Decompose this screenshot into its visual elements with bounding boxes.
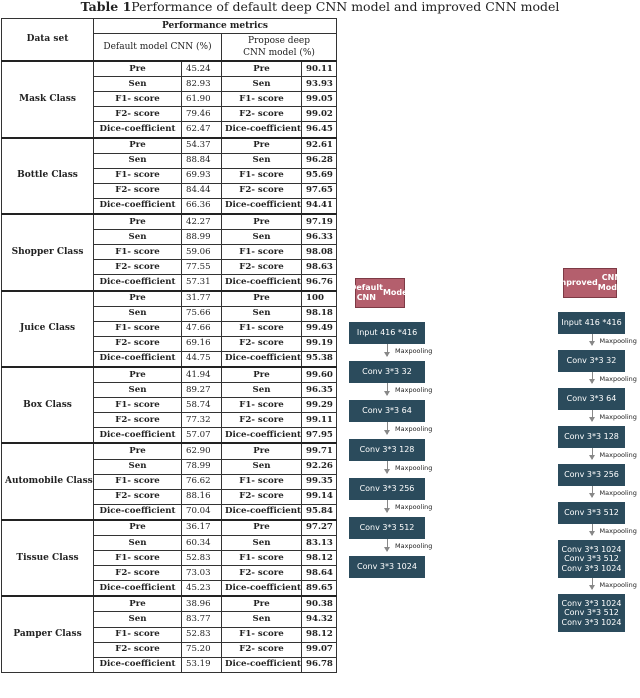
layer-label: Conv 3*3 512 <box>564 554 619 564</box>
default-metric-cell: F1- score <box>94 474 182 489</box>
default-value-cell: 89.27 <box>182 383 222 398</box>
default-metric-cell: Sen <box>94 612 182 627</box>
default-value-cell: 59.06 <box>182 245 222 260</box>
layer-label: Conv 3*3 512 <box>564 608 619 618</box>
default-value-cell: 70.04 <box>182 504 222 520</box>
proposed-value-cell: 99.05 <box>302 92 337 107</box>
proposed-value-cell: 97.95 <box>302 428 337 444</box>
proposed-metric-cell: F2- score <box>222 413 302 428</box>
conv-layer-box <box>558 502 625 524</box>
proposed-metric-cell: Sen <box>222 536 302 551</box>
default-value-cell: 73.03 <box>182 566 222 581</box>
default-value-cell: 76.62 <box>182 474 222 489</box>
default-value-cell: 62.47 <box>182 122 222 138</box>
proposed-value-cell: 99.71 <box>302 443 337 459</box>
input-layer-box <box>558 312 625 334</box>
layer-label: Conv 3*3 256 <box>359 484 415 494</box>
layer-label: Conv 3*3 1024 <box>561 617 622 627</box>
layer-label: Input 416 *416 <box>561 318 622 328</box>
header-proposed-line1: Propose deep <box>248 36 310 47</box>
default-metric-cell: F1- score <box>94 551 182 566</box>
table-row <box>2 596 337 612</box>
proposed-value-cell: 99.11 <box>302 413 337 428</box>
proposed-value-cell: 98.64 <box>302 566 337 581</box>
table-number: Table 1 <box>80 0 132 14</box>
proposed-value-cell: 98.63 <box>302 260 337 275</box>
default-metric-cell: F2- score <box>94 107 182 122</box>
layer-label: Input 416 *416 <box>356 328 418 338</box>
maxpooling-label: Maxpooling <box>599 489 637 497</box>
table-caption <box>0 0 640 14</box>
default-value-cell: 41.94 <box>182 367 222 383</box>
flow-arrow <box>387 461 388 473</box>
default-value-cell: 82.93 <box>182 77 222 92</box>
layer-label: Conv 3*3 1024 <box>561 544 622 554</box>
proposed-metric-cell: F1- score <box>222 474 302 489</box>
default-value-cell: 88.99 <box>182 230 222 245</box>
diagram-title-line1: Improved <box>554 278 598 287</box>
default-value-cell: 57.07 <box>182 428 222 444</box>
proposed-metric-cell: Dice-coefficient <box>222 581 302 597</box>
default-value-cell: 79.46 <box>182 107 222 122</box>
proposed-metric-cell: F1- score <box>222 551 302 566</box>
proposed-value-cell: 89.65 <box>302 581 337 597</box>
proposed-metric-cell: F2- score <box>222 336 302 351</box>
layer-label: Conv 3*3 1024 <box>561 598 622 608</box>
proposed-value-cell: 95.84 <box>302 504 337 520</box>
proposed-metric-cell: Pre <box>222 443 302 459</box>
layer-label: Conv 3*3 128 <box>359 445 415 455</box>
default-value-cell: 62.90 <box>182 443 222 459</box>
flow-arrow <box>387 422 388 434</box>
table-row <box>2 291 337 307</box>
proposed-value-cell: 99.14 <box>302 489 337 504</box>
layer-label: Conv 3*3 32 <box>566 356 617 366</box>
default-cnn-diagram <box>345 278 445 698</box>
default-metric-cell: Pre <box>94 520 182 536</box>
proposed-metric-cell: Pre <box>222 61 302 77</box>
proposed-value-cell: 99.19 <box>302 336 337 351</box>
proposed-value-cell: 95.69 <box>302 168 337 183</box>
class-name-cell: Pamper Class <box>2 596 94 672</box>
default-value-cell: 83.77 <box>182 612 222 627</box>
diagram-title-box <box>349 278 411 308</box>
default-value-cell: 52.83 <box>182 627 222 642</box>
table-row <box>2 367 337 383</box>
class-name-cell: Shopper Class <box>2 214 94 290</box>
conv-layer-box <box>558 426 625 448</box>
proposed-value-cell: 99.29 <box>302 398 337 413</box>
class-name-cell: Box Class <box>2 367 94 443</box>
table-row <box>2 520 337 536</box>
layer-label: Conv 3*3 64 <box>362 406 412 416</box>
maxpooling-label: Maxpooling <box>395 347 433 355</box>
proposed-metric-cell: Dice-coefficient <box>222 351 302 367</box>
maxpooling-label: Maxpooling <box>599 337 637 345</box>
proposed-metric-cell: Dice-coefficient <box>222 198 302 214</box>
proposed-metric-cell: Pre <box>222 596 302 612</box>
proposed-value-cell: 97.19 <box>302 214 337 230</box>
maxpooling-label: Maxpooling <box>395 425 433 433</box>
default-metric-cell: F1- score <box>94 627 182 642</box>
default-value-cell: 31.77 <box>182 291 222 307</box>
header-proposed-line2: CNN model (%) <box>243 48 315 59</box>
table-row <box>2 61 337 77</box>
proposed-value-cell: 95.38 <box>302 351 337 367</box>
default-metric-cell: Dice-coefficient <box>94 581 182 597</box>
proposed-value-cell: 94.41 <box>302 198 337 214</box>
proposed-value-cell: 98.12 <box>302 627 337 642</box>
proposed-value-cell: 98.18 <box>302 306 337 321</box>
default-metric-cell: Sen <box>94 77 182 92</box>
proposed-metric-cell: Dice-coefficient <box>222 657 302 672</box>
flow-arrow <box>592 334 593 345</box>
maxpooling-label: Maxpooling <box>395 464 433 472</box>
proposed-value-cell: 96.28 <box>302 153 337 168</box>
conv-layer-box <box>349 361 425 383</box>
default-metric-cell: F2- score <box>94 642 182 657</box>
default-value-cell: 45.23 <box>182 581 222 597</box>
maxpooling-label: Maxpooling <box>599 581 637 589</box>
default-metric-cell: F1- score <box>94 245 182 260</box>
proposed-metric-cell: F1- score <box>222 321 302 336</box>
proposed-value-cell: 96.33 <box>302 230 337 245</box>
proposed-metric-cell: F1- score <box>222 168 302 183</box>
proposed-metric-cell: F2- score <box>222 566 302 581</box>
default-value-cell: 75.66 <box>182 306 222 321</box>
default-value-cell: 53.19 <box>182 657 222 672</box>
class-name-cell: Bottle Class <box>2 138 94 214</box>
conv-layer-box <box>349 439 425 461</box>
proposed-value-cell: 93.93 <box>302 77 337 92</box>
default-metric-cell: Dice-coefficient <box>94 198 182 214</box>
flow-arrow <box>592 578 593 589</box>
proposed-metric-cell: Dice-coefficient <box>222 122 302 138</box>
conv-layer-box <box>558 540 625 578</box>
flow-arrow <box>592 524 593 535</box>
default-value-cell: 60.34 <box>182 536 222 551</box>
default-metric-cell: F2- score <box>94 413 182 428</box>
proposed-metric-cell: Sen <box>222 77 302 92</box>
conv-layer-box <box>349 478 425 500</box>
default-metric-cell: Dice-coefficient <box>94 657 182 672</box>
flow-arrow <box>387 383 388 395</box>
conv-layer-box <box>558 388 625 410</box>
default-metric-cell: Sen <box>94 230 182 245</box>
flow-arrow <box>387 344 388 356</box>
flow-arrow <box>387 500 388 512</box>
maxpooling-label: Maxpooling <box>599 527 637 535</box>
conv-layer-box <box>349 517 425 539</box>
proposed-value-cell: 96.45 <box>302 122 337 138</box>
maxpooling-label: Maxpooling <box>395 503 433 511</box>
default-value-cell: 66.36 <box>182 198 222 214</box>
class-name-cell: Tissue Class <box>2 520 94 596</box>
proposed-value-cell: 96.35 <box>302 383 337 398</box>
proposed-value-cell: 99.35 <box>302 474 337 489</box>
layer-label: Conv 3*3 1024 <box>561 563 622 573</box>
default-value-cell: 88.16 <box>182 489 222 504</box>
default-value-cell: 57.31 <box>182 275 222 291</box>
default-metric-cell: Pre <box>94 367 182 383</box>
proposed-value-cell: 94.32 <box>302 612 337 627</box>
diagram-title-line2: CNN Model <box>597 273 626 292</box>
diagram-title-line2: Model <box>382 288 411 297</box>
default-value-cell: 77.55 <box>182 260 222 275</box>
proposed-value-cell: 90.11 <box>302 61 337 77</box>
default-metric-cell: Pre <box>94 291 182 307</box>
maxpooling-label: Maxpooling <box>599 413 637 421</box>
proposed-metric-cell: Dice-coefficient <box>222 504 302 520</box>
class-name-cell: Mask Class <box>2 61 94 137</box>
table-row <box>2 214 337 230</box>
conv-layer-box <box>558 594 625 632</box>
default-metric-cell: F2- score <box>94 489 182 504</box>
maxpooling-label: Maxpooling <box>599 451 637 459</box>
default-metric-cell: Sen <box>94 153 182 168</box>
default-metric-cell: Dice-coefficient <box>94 504 182 520</box>
layer-label: Conv 3*3 128 <box>564 432 619 442</box>
default-value-cell: 69.93 <box>182 168 222 183</box>
default-metric-cell: Dice-coefficient <box>94 275 182 291</box>
proposed-metric-cell: F2- score <box>222 489 302 504</box>
default-value-cell: 54.37 <box>182 138 222 154</box>
layer-label: Conv 3*3 512 <box>564 508 619 518</box>
proposed-value-cell: 99.49 <box>302 321 337 336</box>
proposed-value-cell: 92.61 <box>302 138 337 154</box>
proposed-metric-cell: F2- score <box>222 107 302 122</box>
proposed-metric-cell: Dice-coefficient <box>222 428 302 444</box>
default-value-cell: 75.20 <box>182 642 222 657</box>
header-dataset: Data set <box>2 19 94 62</box>
default-value-cell: 52.83 <box>182 551 222 566</box>
default-metric-cell: Dice-coefficient <box>94 122 182 138</box>
default-value-cell: 44.75 <box>182 351 222 367</box>
proposed-value-cell: 99.02 <box>302 107 337 122</box>
proposed-value-cell: 98.08 <box>302 245 337 260</box>
default-metric-cell: Dice-coefficient <box>94 428 182 444</box>
layer-label: Conv 3*3 64 <box>566 394 617 404</box>
proposed-metric-cell: Pre <box>222 214 302 230</box>
proposed-metric-cell: F2- score <box>222 642 302 657</box>
proposed-value-cell: 96.76 <box>302 275 337 291</box>
proposed-metric-cell: Sen <box>222 153 302 168</box>
default-metric-cell: Pre <box>94 596 182 612</box>
default-value-cell: 38.96 <box>182 596 222 612</box>
diagram-title-box <box>554 268 626 298</box>
proposed-metric-cell: Sen <box>222 383 302 398</box>
default-value-cell: 47.66 <box>182 321 222 336</box>
proposed-metric-cell: Dice-coefficient <box>222 275 302 291</box>
proposed-metric-cell: F1- score <box>222 627 302 642</box>
layer-label: Conv 3*3 32 <box>362 367 412 377</box>
layer-label: Conv 3*3 1024 <box>357 562 417 572</box>
default-metric-cell: Sen <box>94 459 182 474</box>
conv-layer-box <box>349 556 425 578</box>
conv-layer-box <box>349 400 425 422</box>
default-metric-cell: F1- score <box>94 321 182 336</box>
default-value-cell: 77.32 <box>182 413 222 428</box>
default-metric-cell: F1- score <box>94 92 182 107</box>
default-metric-cell: F1- score <box>94 398 182 413</box>
flow-arrow <box>592 372 593 383</box>
proposed-metric-cell: F1- score <box>222 398 302 413</box>
proposed-metric-cell: Sen <box>222 459 302 474</box>
proposed-metric-cell: F1- score <box>222 92 302 107</box>
default-metric-cell: Sen <box>94 383 182 398</box>
default-value-cell: 69.16 <box>182 336 222 351</box>
header-metrics: Performance metrics <box>94 19 337 34</box>
class-name-cell: Juice Class <box>2 291 94 367</box>
flow-arrow <box>592 448 593 459</box>
performance-table <box>1 18 337 673</box>
default-value-cell: 88.84 <box>182 153 222 168</box>
proposed-value-cell: 92.26 <box>302 459 337 474</box>
header-proposed-model <box>222 34 337 62</box>
class-name-cell: Automobile Class <box>2 443 94 519</box>
proposed-value-cell: 96.78 <box>302 657 337 672</box>
proposed-value-cell: 97.27 <box>302 520 337 536</box>
default-metric-cell: Pre <box>94 443 182 459</box>
proposed-metric-cell: F1- score <box>222 245 302 260</box>
caption-text: Performance of default deep CNN model and improved CNN model <box>131 0 560 14</box>
default-metric-cell: F2- score <box>94 336 182 351</box>
default-metric-cell: F2- score <box>94 183 182 198</box>
default-metric-cell: F2- score <box>94 260 182 275</box>
default-value-cell: 42.27 <box>182 214 222 230</box>
default-value-cell: 36.17 <box>182 520 222 536</box>
conv-layer-box <box>558 350 625 372</box>
header-default-model: Default model CNN (%) <box>94 34 222 62</box>
default-metric-cell: Pre <box>94 61 182 77</box>
proposed-metric-cell: Sen <box>222 230 302 245</box>
default-value-cell: 84.44 <box>182 183 222 198</box>
layer-label: Conv 3*3 512 <box>359 523 415 533</box>
proposed-value-cell: 99.60 <box>302 367 337 383</box>
proposed-metric-cell: F2- score <box>222 260 302 275</box>
proposed-value-cell: 90.38 <box>302 596 337 612</box>
default-metric-cell: Pre <box>94 214 182 230</box>
proposed-value-cell: 100 <box>302 291 337 307</box>
maxpooling-label: Maxpooling <box>599 375 637 383</box>
table-row <box>2 443 337 459</box>
default-value-cell: 45.24 <box>182 61 222 77</box>
proposed-metric-cell: Pre <box>222 138 302 154</box>
maxpooling-label: Maxpooling <box>395 542 433 550</box>
proposed-metric-cell: Pre <box>222 291 302 307</box>
flow-arrow <box>592 410 593 421</box>
default-metric-cell: F1- score <box>94 168 182 183</box>
default-metric-cell: F2- score <box>94 566 182 581</box>
default-metric-cell: Dice-coefficient <box>94 351 182 367</box>
proposed-metric-cell: Pre <box>222 520 302 536</box>
default-metric-cell: Pre <box>94 138 182 154</box>
proposed-metric-cell: Sen <box>222 612 302 627</box>
proposed-metric-cell: Sen <box>222 306 302 321</box>
conv-layer-box <box>558 464 625 486</box>
default-value-cell: 58.74 <box>182 398 222 413</box>
proposed-metric-cell: Pre <box>222 367 302 383</box>
maxpooling-label: Maxpooling <box>395 386 433 394</box>
default-value-cell: 78.99 <box>182 459 222 474</box>
layer-label: Conv 3*3 256 <box>564 470 619 480</box>
proposed-value-cell: 99.07 <box>302 642 337 657</box>
diagram-title-line1: Default CNN <box>349 283 383 302</box>
default-metric-cell: Sen <box>94 306 182 321</box>
default-value-cell: 61.90 <box>182 92 222 107</box>
input-layer-box <box>349 322 425 344</box>
improved-cnn-diagram <box>555 268 640 688</box>
proposed-metric-cell: F2- score <box>222 183 302 198</box>
table-row <box>2 138 337 154</box>
proposed-value-cell: 83.13 <box>302 536 337 551</box>
flow-arrow <box>592 486 593 497</box>
flow-arrow <box>387 539 388 551</box>
proposed-value-cell: 98.12 <box>302 551 337 566</box>
proposed-value-cell: 97.65 <box>302 183 337 198</box>
default-metric-cell: Sen <box>94 536 182 551</box>
